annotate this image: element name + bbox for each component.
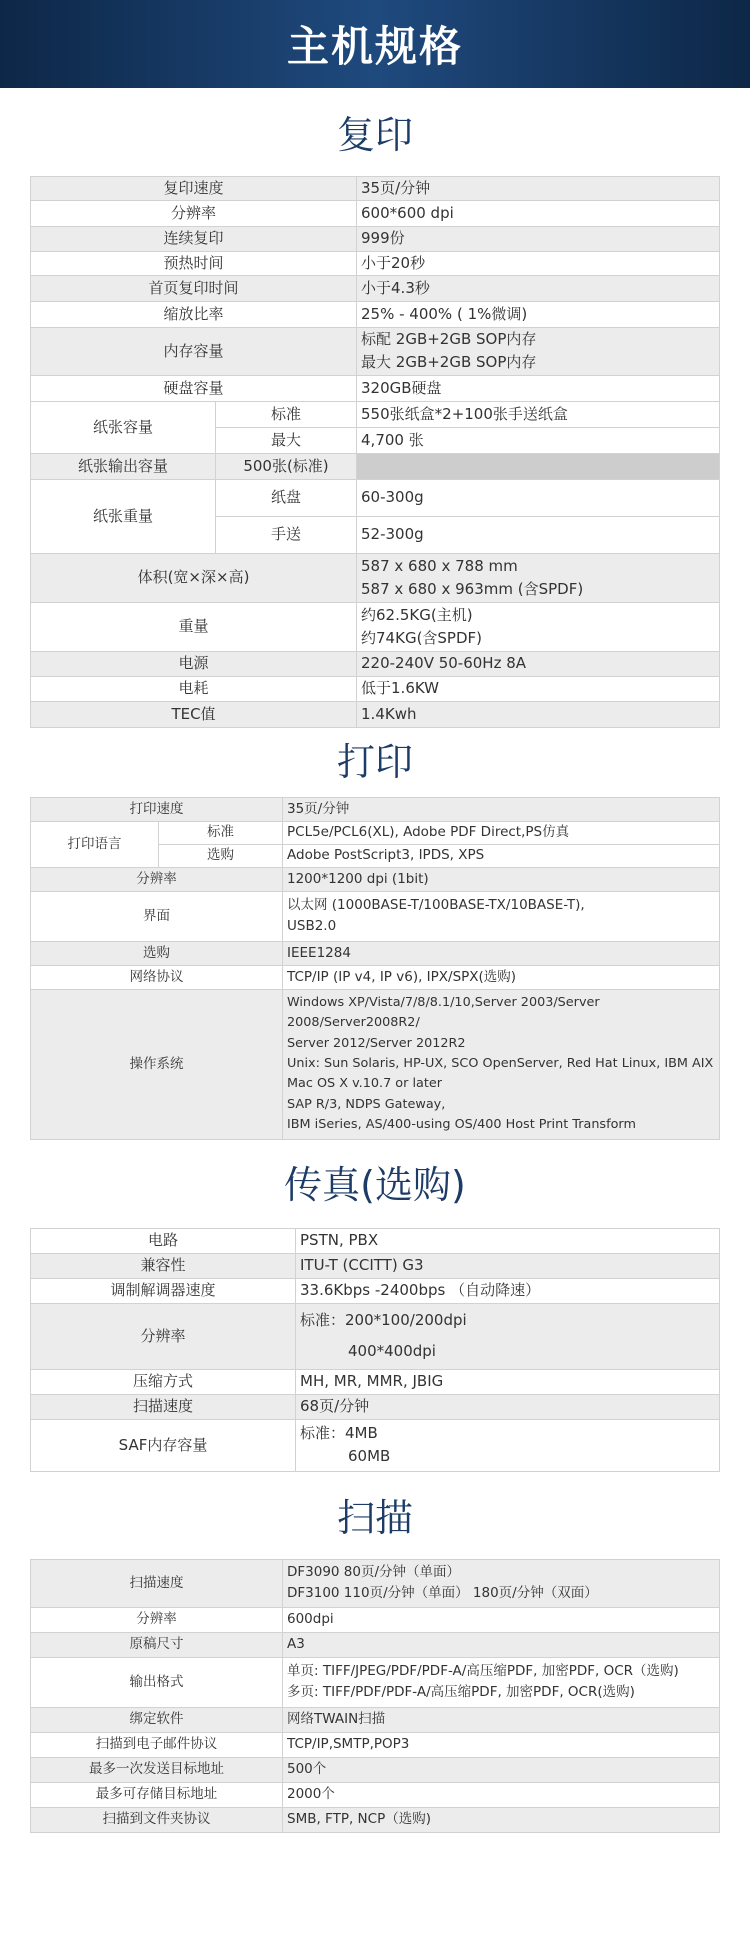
spec-label: 调制解调器速度 — [31, 1278, 296, 1303]
spec-value: MH, MR, MMR, JBIG — [296, 1369, 720, 1394]
spec-label: 体积(宽×深×高) — [31, 553, 357, 602]
table-row — [31, 1657, 720, 1707]
section-title-copy: 复印 — [336, 113, 413, 157]
spec-label: SAF内存容量 — [31, 1419, 296, 1471]
spec-value: 600*600 dpi — [357, 201, 720, 227]
spec-label: 分辨率 — [31, 1607, 283, 1632]
table-row — [31, 453, 720, 479]
table-row — [31, 1782, 720, 1807]
table-row — [31, 821, 720, 844]
section-title-fax: 传真(选购) — [284, 1162, 466, 1207]
spec-value: 500张(标准) — [216, 453, 357, 479]
table-row — [31, 479, 720, 516]
spec-value: 999份 — [357, 227, 720, 251]
spec-label: 扫描到文件夹协议 — [31, 1807, 283, 1832]
spec-value — [357, 327, 720, 375]
spec-value: 320GB硬盘 — [357, 375, 720, 401]
spec-value — [283, 1657, 720, 1707]
spec-label: TEC值 — [31, 701, 357, 727]
spec-value: Adobe PostScript3, IPDS, XPS — [283, 844, 720, 867]
fax-spec-table — [30, 1228, 720, 1472]
spec-label: 打印速度 — [31, 797, 283, 821]
spec-label: 网络协议 — [31, 965, 283, 989]
spec-label: 扫描到电子邮件协议 — [31, 1732, 283, 1757]
spec-value — [296, 1303, 720, 1369]
spec-label: 复印速度 — [31, 177, 357, 201]
spec-value: 60-300g — [357, 479, 720, 516]
spec-value: 小于4.3秒 — [357, 275, 720, 301]
spec-label: 硬盘容量 — [31, 375, 357, 401]
table-row — [31, 1419, 720, 1471]
spec-value: A3 — [283, 1632, 720, 1657]
spec-value — [296, 1419, 720, 1471]
spec-line: Unix: Sun Solaris, HP-UX, SCO OpenServer, Red Hat Linux, IBM AIX — [287, 1056, 714, 1072]
spec-line: IBM iSeries, AS/400-using OS/400 Host Print Transform — [287, 1117, 636, 1133]
spec-value: 2000个 — [283, 1782, 720, 1807]
spec-value: 33.6Kbps -2400bps （自动降速） — [296, 1278, 720, 1303]
table-row — [31, 651, 720, 676]
spec-label: 纸张重量 — [31, 479, 216, 553]
table-row — [31, 375, 720, 401]
spec-value: 35页/分钟 — [283, 797, 720, 821]
spec-label: 打印语言 — [31, 821, 159, 867]
table-row — [31, 553, 720, 602]
spec-label: 缩放比率 — [31, 301, 357, 327]
table-row — [31, 1394, 720, 1419]
spec-label: 扫描速度 — [31, 1559, 283, 1607]
spec-value: 低于1.6KW — [357, 676, 720, 701]
spec-label: 输出格式 — [31, 1657, 283, 1707]
spec-sublabel: 选购 — [159, 844, 283, 867]
spec-label: 操作系统 — [31, 989, 283, 1139]
spec-label: 连续复印 — [31, 227, 357, 251]
table-row — [31, 989, 720, 1139]
spec-line: Mac OS X v.10.7 or later — [287, 1076, 442, 1092]
page-banner — [0, 0, 750, 88]
table-row — [31, 891, 720, 941]
spec-sublabel: 纸盘 — [216, 479, 357, 516]
table-row — [31, 941, 720, 965]
table-row — [31, 327, 720, 375]
spec-value: TCP/IP (IP v4, IP v6), IPX/SPX(选购) — [283, 965, 720, 989]
table-row — [31, 602, 720, 651]
table-row — [31, 227, 720, 251]
spec-value — [283, 989, 720, 1139]
spec-value: 600dpi — [283, 1607, 720, 1632]
spec-line: 最大 2GB+2GB SOP内存 — [361, 353, 537, 372]
table-row — [31, 201, 720, 227]
spec-label: 纸张容量 — [31, 401, 216, 453]
table-row — [31, 301, 720, 327]
table-row — [31, 1732, 720, 1757]
spec-label: 压缩方式 — [31, 1369, 296, 1394]
spec-label: 电耗 — [31, 676, 357, 701]
spec-line: 标准：200*100/200dpi — [300, 1310, 467, 1329]
spec-label: 原稿尺寸 — [31, 1632, 283, 1657]
spec-label: 重量 — [31, 602, 357, 651]
spec-line: 单页: TIFF/JPEG/PDF/PDF-A/高压缩PDF, 加密PDF, OCR（选购) — [287, 1663, 679, 1680]
spec-value: 1.4Kwh — [357, 701, 720, 727]
spec-label: 纸张输出容量 — [31, 453, 216, 479]
spec-value: 500个 — [283, 1757, 720, 1782]
spec-line: 400*400dpi — [348, 1342, 436, 1361]
spec-line: 约62.5KG(主机) — [361, 605, 473, 624]
spec-line: DF3090 80页/分钟（单面） — [287, 1564, 461, 1581]
spec-label: 绑定软件 — [31, 1707, 283, 1732]
spec-label: 内存容量 — [31, 327, 357, 375]
banner-title: 主机规格 — [286, 22, 463, 71]
spec-value: ITU-T (CCITT) G3 — [296, 1253, 720, 1278]
scan-spec-table — [30, 1559, 720, 1833]
table-row — [31, 1253, 720, 1278]
table-row — [31, 797, 720, 821]
print-spec-table — [30, 797, 720, 1140]
table-row — [31, 251, 720, 275]
table-row — [31, 1559, 720, 1607]
spec-label: 分辨率 — [31, 1303, 296, 1369]
spec-value: 小于20秒 — [357, 251, 720, 275]
spec-sublabel: 手送 — [216, 516, 357, 553]
spec-line: SAP R/3, NDPS Gateway, — [287, 1096, 446, 1112]
spec-label: 电源 — [31, 651, 357, 676]
section-title-scan: 扫描 — [336, 1495, 413, 1540]
spec-value: 25% - 400% ( 1%微调) — [357, 301, 720, 327]
spec-value: 4,700 张 — [357, 427, 720, 453]
copy-spec-table — [30, 176, 720, 728]
spec-value: PSTN, PBX — [296, 1228, 720, 1253]
spec-line: 多页: TIFF/PDF/PDF-A/高压缩PDF, 加密PDF, OCR(选购) — [287, 1684, 635, 1701]
spec-label: 预热时间 — [31, 251, 357, 275]
spec-line: Server 2012/Server 2012R2 — [287, 1035, 466, 1051]
table-row — [31, 676, 720, 701]
spec-label: 最多可存储目标地址 — [31, 1782, 283, 1807]
table-row — [31, 1607, 720, 1632]
table-row — [31, 177, 720, 201]
table-row — [31, 1707, 720, 1732]
section-title-print: 打印 — [336, 739, 413, 784]
spec-sublabel: 最大 — [216, 427, 357, 453]
spec-sublabel: 标准 — [216, 401, 357, 427]
spec-value: IEEE1284 — [283, 941, 720, 965]
spec-value: 35页/分钟 — [357, 177, 720, 201]
spec-line: DF3100 110页/分钟（单面） 180页/分钟（双面） — [287, 1585, 598, 1602]
table-row — [31, 965, 720, 989]
spec-line: 以太网 (1000BASE-T/100BASE-TX/10BASE-T), — [287, 897, 585, 914]
table-row — [31, 1807, 720, 1832]
spec-value — [357, 553, 720, 602]
spec-line: 60MB — [348, 1447, 391, 1466]
table-row — [31, 1303, 720, 1369]
spec-label: 电路 — [31, 1228, 296, 1253]
spec-line: 587 x 680 x 788 mm — [361, 556, 518, 575]
spec-value: 550张纸盒*2+100张手送纸盒 — [357, 401, 720, 427]
spec-sublabel: 标准 — [159, 821, 283, 844]
spec-value: PCL5e/PCL6(XL), Adobe PDF Direct,PS仿真 — [283, 821, 720, 844]
spec-value: 网络TWAIN扫描 — [283, 1707, 720, 1732]
spec-line: 标配 2GB+2GB SOP内存 — [361, 330, 537, 348]
spec-label: 最多一次发送目标地址 — [31, 1757, 283, 1782]
spec-value: 220-240V 50-60Hz 8A — [357, 651, 720, 676]
spec-value: TCP/IP,SMTP,POP3 — [283, 1732, 720, 1757]
spec-line: Windows XP/Vista/7/8/8.1/10,Server 2003/Server 2008/Server2008R2/ — [287, 994, 600, 1031]
spec-label: 分辨率 — [31, 867, 283, 891]
spec-label: 界面 — [31, 891, 283, 941]
table-row — [31, 1278, 720, 1303]
table-row — [31, 275, 720, 301]
spec-value — [357, 602, 720, 651]
table-row — [31, 1228, 720, 1253]
spec-value — [283, 891, 720, 941]
spec-line: 标准：4MB — [300, 1424, 378, 1442]
table-row — [31, 1369, 720, 1394]
table-row — [31, 701, 720, 727]
spec-label: 兼容性 — [31, 1253, 296, 1278]
spec-label: 选购 — [31, 941, 283, 965]
table-row — [31, 401, 720, 427]
blank-cell — [357, 453, 720, 479]
spec-value: 1200*1200 dpi (1bit) — [283, 867, 720, 891]
spec-label: 分辨率 — [31, 201, 357, 227]
spec-label: 首页复印时间 — [31, 275, 357, 301]
table-row — [31, 1757, 720, 1782]
spec-line: USB2.0 — [287, 918, 337, 935]
spec-line: 587 x 680 x 963mm (含SPDF) — [361, 579, 584, 598]
spec-value — [283, 1559, 720, 1607]
spec-label: 扫描速度 — [31, 1394, 296, 1419]
spec-value: 68页/分钟 — [296, 1394, 720, 1419]
table-row — [31, 867, 720, 891]
spec-value: SMB, FTP, NCP（选购) — [283, 1807, 720, 1832]
spec-value: 52-300g — [357, 516, 720, 553]
spec-line: 约74KG(含SPDF) — [361, 628, 483, 647]
table-row — [31, 1632, 720, 1657]
